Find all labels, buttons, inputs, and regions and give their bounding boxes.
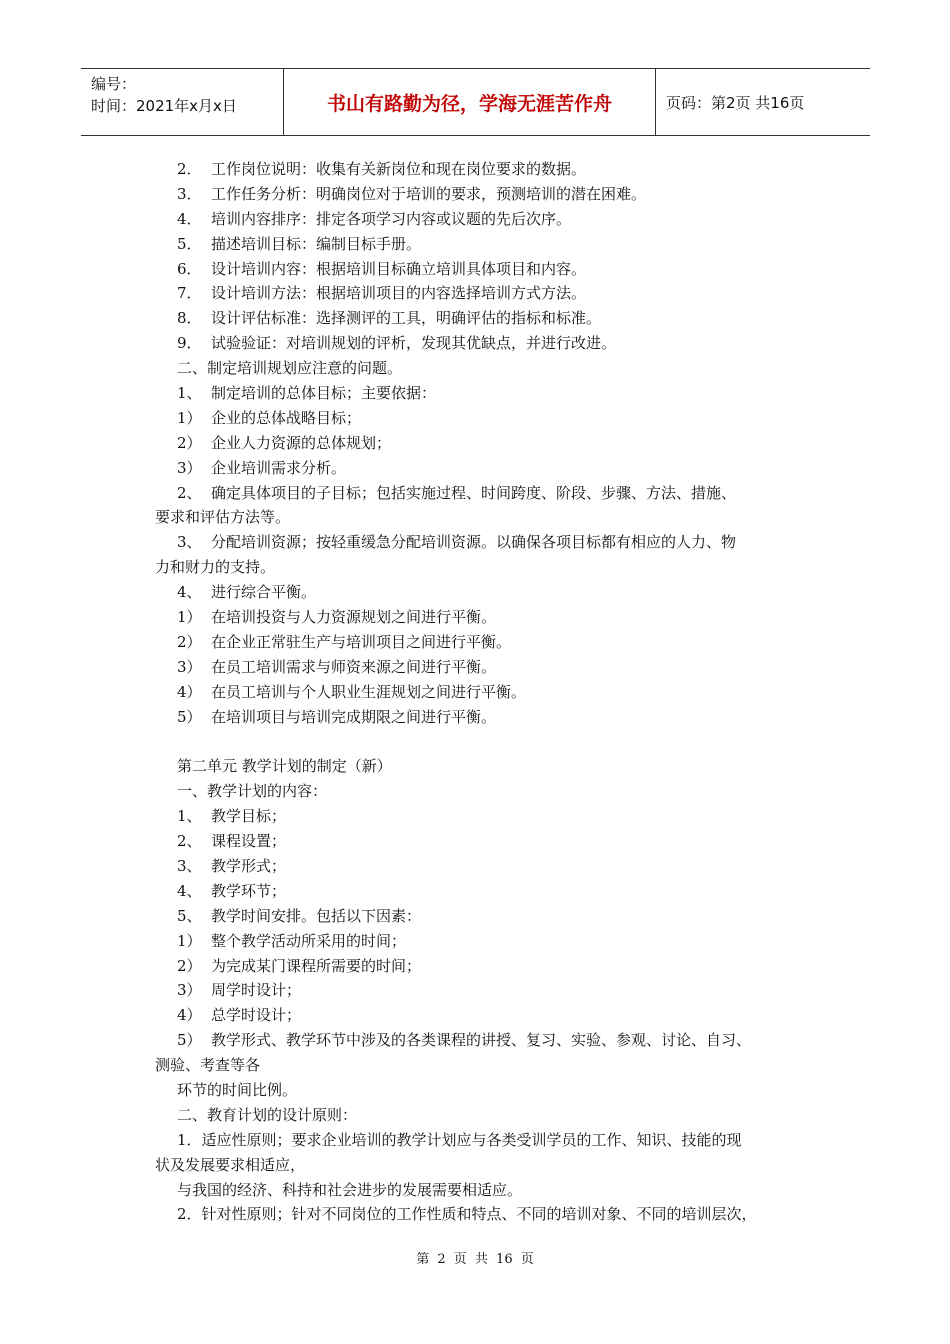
line-text: 设计培训内容：根据培训目标确立培训具体项目和内容。 (211, 259, 587, 278)
line-text: 工作岗位说明：收集有关新岗位和现在岗位要求的数据。 (211, 160, 587, 178)
text-line (155, 530, 835, 555)
line-text: 企业人力资源的总体规划； (211, 433, 392, 452)
line-number: 9． (177, 334, 202, 353)
line-number: 1、 (177, 807, 202, 826)
text-line (155, 1103, 835, 1128)
line-number: 2） (177, 433, 202, 452)
text-line (155, 954, 835, 979)
line-text: 设计培训方法：根据培训项目的内容选择培训方式方法。 (211, 284, 587, 303)
line-text: 1．适应性原则；要求企业培训的教学计划应与各类受训学员的工作、知识、技能的现 (177, 1130, 742, 1149)
text-line (155, 1202, 835, 1227)
text-line (155, 879, 835, 904)
line-text: 教学环节； (211, 881, 287, 900)
line-number: 1） (177, 408, 202, 427)
text-line (155, 779, 835, 804)
text-line (155, 655, 835, 680)
line-text: 描述培训目标：编制目标手册。 (211, 234, 422, 253)
line-text: 工作任务分析：明确岗位对于培训的要求，预测培训的潜在困难。 (211, 184, 647, 203)
text-line (155, 580, 835, 605)
page-header (81, 68, 870, 136)
line-number: 2、 (177, 832, 202, 851)
line-text: 环节的时间比例。 (177, 1080, 298, 1099)
line-text: 教学时间安排。包括以下因素： (211, 906, 422, 925)
header-page-info: 页码：第2页 共16页 (666, 93, 805, 112)
text-line (155, 505, 835, 530)
text-line (155, 705, 835, 730)
line-number: 2） (177, 632, 202, 651)
line-number: 7． (177, 284, 202, 303)
line-text: 第二单元 教学计划的制定（新） (177, 757, 392, 776)
line-number: 3、 (177, 856, 202, 875)
line-number: 5） (177, 707, 202, 726)
line-text: 在企业正常驻生产与培训项目之间进行平衡。 (211, 632, 512, 651)
line-text: 分配培训资源；按轻重缓急分配培训资源。以确保各项目标都有相应的人力、物 (211, 533, 737, 552)
text-line (155, 978, 835, 1003)
line-text: 二、制定培训规划应注意的问题。 (177, 359, 403, 378)
text-line (155, 1153, 835, 1178)
line-text: 2．针对性原则；针对不同岗位的工作性质和特点、不同的培训对象、不同的培训层次， (177, 1205, 757, 1224)
document-body (155, 157, 835, 1227)
text-line (155, 356, 835, 381)
header-meta (81, 69, 284, 135)
line-text: 培训内容排序：排定各项学习内容或议题的先后次序。 (211, 209, 572, 228)
text-line (155, 1053, 835, 1078)
line-number: 2、 (177, 483, 202, 502)
text-line (155, 555, 835, 580)
time-label: 时间：2021年x月x日 (91, 97, 237, 115)
line-number: 6． (177, 259, 202, 278)
line-text: 整个教学活动所采用的时间； (211, 931, 407, 950)
page-footer: 第 2 页 共 16 页 (416, 1252, 534, 1267)
line-number: 3） (177, 458, 202, 477)
text-line (155, 804, 835, 829)
line-number: 4） (177, 682, 202, 701)
blank-line (155, 729, 835, 754)
line-text: 周学时设计； (211, 981, 302, 1000)
text-line (155, 281, 835, 306)
line-text: 为完成某门课程所需要的时间； (211, 956, 422, 975)
line-text: 设计评估标准：选择测评的工具，明确评估的指标和标准。 (211, 309, 602, 328)
text-line (155, 381, 835, 406)
line-text: 课程设置； (211, 832, 287, 851)
line-number: 3． (177, 184, 202, 203)
line-number: 1、 (177, 384, 202, 403)
text-line (155, 904, 835, 929)
text-line (155, 854, 835, 879)
text-line (155, 257, 835, 282)
text-line (155, 829, 835, 854)
line-text: 在培训项目与培训完成期限之间进行平衡。 (211, 707, 497, 726)
line-text: 要求和评估方法等。 (155, 508, 291, 527)
line-text: 教学目标； (211, 807, 287, 826)
line-text: 企业培训需求分析。 (211, 458, 347, 477)
line-text: 与我国的经济、科持和社会进步的发展需要相适应。 (177, 1180, 523, 1199)
line-number: 4． (177, 209, 202, 228)
line-text: 试验验证：对培训规划的评析，发现其优缺点，并进行改进。 (211, 334, 617, 353)
line-text: 在员工培训需求与师资来源之间进行平衡。 (211, 657, 497, 676)
text-line (155, 1003, 835, 1028)
line-text: 一、教学计划的内容： (177, 782, 328, 801)
line-text: 总学时设计； (211, 1006, 302, 1025)
line-number: 5． (177, 234, 202, 253)
text-line (155, 431, 835, 456)
text-line (155, 157, 835, 182)
text-line (155, 182, 835, 207)
line-text: 在员工培训与个人职业生涯规划之间进行平衡。 (211, 682, 527, 701)
line-number: 4、 (177, 881, 202, 900)
text-line (155, 306, 835, 331)
line-text: 在培训投资与人力资源规划之间进行平衡。 (211, 608, 497, 627)
text-line (155, 232, 835, 257)
line-text: 测验、考查等各 (155, 1056, 261, 1075)
line-number: 5、 (177, 906, 202, 925)
line-text: 确定具体项目的子目标；包括实施过程、时间跨度、阶段、步骤、方法、措施、 (211, 483, 737, 502)
line-text: 进行综合平衡。 (211, 583, 317, 602)
line-number: 3、 (177, 533, 202, 552)
text-line (155, 331, 835, 356)
text-line (155, 406, 835, 431)
line-number: 8． (177, 309, 202, 328)
line-text: 状及发展要求相适应， (155, 1155, 306, 1174)
text-line (155, 680, 835, 705)
line-number: 5） (177, 1031, 202, 1050)
text-line (155, 1028, 835, 1053)
text-line (155, 929, 835, 954)
number-label: 编号： (91, 75, 137, 93)
text-line (155, 1078, 835, 1103)
line-text: 教学形式、教学环节中涉及的各类课程的讲授、复习、实验、参观、讨论、自习、 (211, 1031, 752, 1050)
text-line (155, 630, 835, 655)
text-line (155, 605, 835, 630)
text-line (155, 456, 835, 481)
text-line (155, 207, 835, 232)
line-text: 企业的总体战略目标； (211, 408, 362, 427)
line-text: 教学形式； (211, 856, 287, 875)
line-number: 4、 (177, 583, 202, 602)
line-text: 制定培训的总体目标；主要依据： (211, 384, 437, 403)
text-line (155, 1178, 835, 1203)
text-line (155, 754, 835, 779)
text-line (155, 1128, 835, 1153)
line-number: 2． (177, 160, 202, 178)
header-motto: 书山有路勤为径，学海无涯苦作舟 (284, 69, 656, 135)
line-number: 4） (177, 1006, 202, 1025)
line-number: 1） (177, 608, 202, 627)
text-line (155, 481, 835, 506)
line-number: 2） (177, 956, 202, 975)
line-text: 力和财力的支持。 (155, 558, 276, 577)
line-number: 1） (177, 931, 202, 950)
line-number: 3） (177, 657, 202, 676)
line-number: 3） (177, 981, 202, 1000)
line-text: 二、教育计划的设计原则： (177, 1105, 358, 1124)
